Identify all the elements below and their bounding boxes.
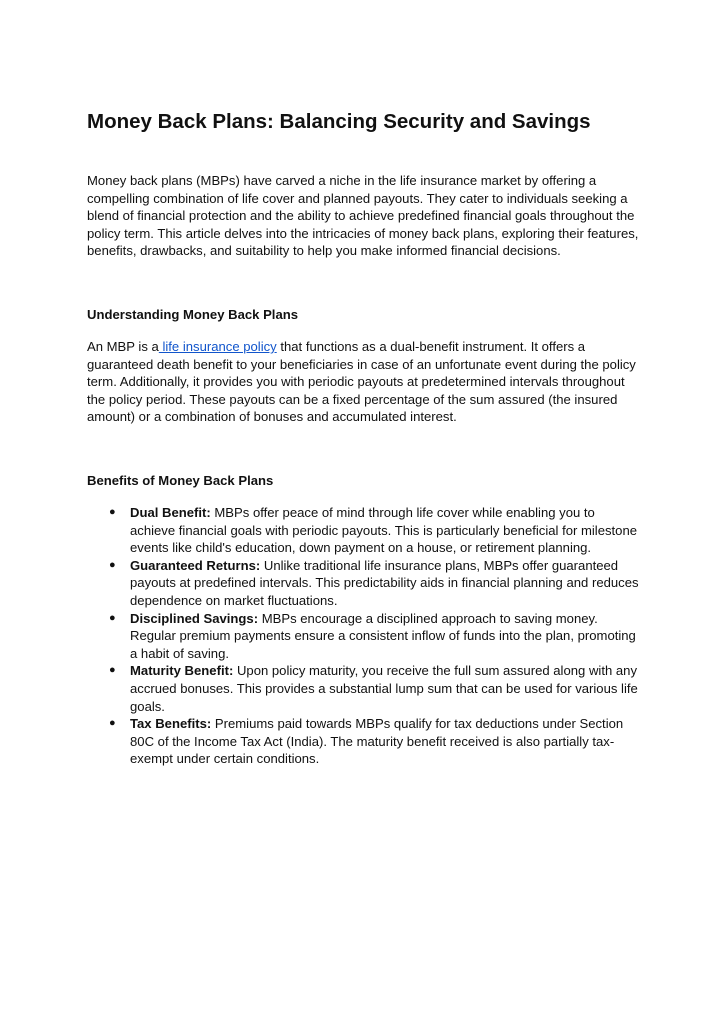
understanding-text-before-link: An MBP is a bbox=[87, 339, 159, 354]
benefit-text: Upon policy maturity, you receive the full sum assured along with any accrued bonuses. This provides a substantial lump sum that can be used for various life goals. bbox=[130, 663, 638, 714]
benefit-text: Premiums paid towards MBPs qualify for tax deductions under Section 80C of the Income Tax Act (India). The maturity benefit received is also partially tax-exempt under certain conditions. bbox=[130, 716, 624, 767]
benefit-item-guaranteed-returns bbox=[87, 557, 643, 610]
benefit-term: Tax Benefits: bbox=[130, 716, 212, 732]
benefit-text: MBPs encourage a disciplined approach to saving money. Regular premium payments ensure a consistent inflow of funds into the plan, promoting a habit of saving. bbox=[130, 610, 636, 661]
benefit-term: Disciplined Savings: bbox=[130, 610, 259, 626]
benefit-term: Guaranteed Returns: bbox=[130, 557, 261, 573]
benefit-item-tax-benefits bbox=[87, 715, 643, 768]
benefit-item-disciplined-savings bbox=[87, 610, 643, 663]
benefit-item-dual-benefit bbox=[87, 504, 643, 557]
bullet-icon: ● bbox=[109, 558, 116, 571]
benefits-heading: Benefits of Money Back Plans bbox=[87, 473, 274, 488]
bullet-icon: ● bbox=[109, 664, 116, 677]
intro-paragraph: Money back plans (MBPs) have carved a niche in the life insurance market by offering a compelling combination of life cover and planned payouts. They cater to individuals seeking a blend of financial protection and the ability to achieve predefined financial goals throughout the policy term. This article delves into the intricacies of money back plans, exploring their features, benefits, drawbacks, and suitability to help you make informed financial decisions. bbox=[87, 173, 639, 259]
benefits-list bbox=[87, 504, 643, 768]
bullet-icon: ● bbox=[109, 717, 116, 730]
bullet-icon: ● bbox=[109, 506, 116, 518]
document-title: Money Back Plans: Balancing Security and Savings bbox=[87, 110, 591, 133]
benefit-text: Unlike traditional life insurance plans, MBPs offer guaranteed payouts at predefined intervals. This predictability aids in financial planning and reduces dependence on market fluctuations. bbox=[130, 557, 639, 608]
understanding-paragraph bbox=[87, 338, 639, 426]
benefit-text: MBPs offer peace of mind through life cover while enabling you to achieve financial goals with periodic payouts. This is particularly beneficial for milestone events like child's education, down payment on a house, or retirement planning. bbox=[130, 505, 638, 556]
benefit-term: Maturity Benefit: bbox=[130, 663, 234, 679]
understanding-heading: Understanding Money Back Plans bbox=[87, 307, 299, 322]
benefit-item-maturity-benefit bbox=[87, 662, 643, 715]
life-insurance-policy-link[interactable]: life insurance policy bbox=[158, 339, 277, 354]
bullet-icon: ● bbox=[109, 611, 116, 624]
understanding-text-after-link: that functions as a dual-benefit instrument. It offers a guaranteed death benefit to your beneficiaries in case of an unfortunate event during the policy term. Additionally, it provides you with periodic payouts at predetermined intervals throughout the policy period. These payouts can be a fixed percentage of the sum assured (the insured amount) or a combination of bonuses and accumulated interest. bbox=[87, 339, 636, 425]
benefit-term: Dual Benefit: bbox=[130, 505, 211, 520]
